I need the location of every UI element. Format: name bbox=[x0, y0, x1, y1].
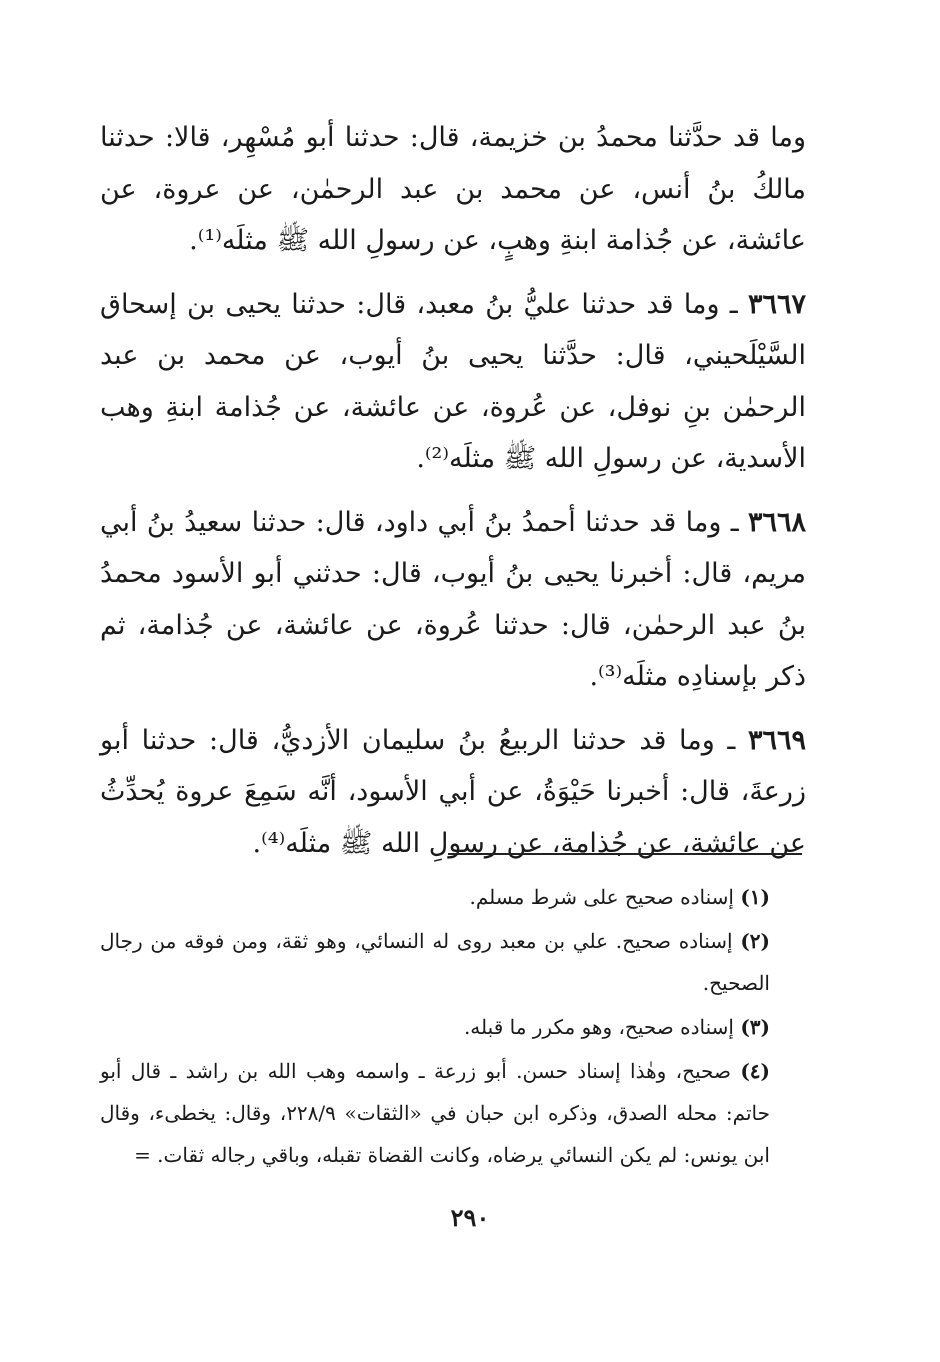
footnote-mark: (٤) bbox=[740, 1059, 771, 1083]
paragraph-text: ـ وما قد حدثنا عليُّ بنُ معبد، قال: حدثنا يحيى بن إسحاق السَّيْلَحيني، قال: حدَّثنا يحيى بنُ أيوب، عن محمد بن عبد الرحمٰن بنِ نوفل، عن عُروة، عن عائشة، عن جُذامة ابنةِ وهب الأسدية، عن رسولِ الله ﷺ مثلَه⁽²⁾. bbox=[100, 288, 806, 474]
footnote-2 bbox=[100, 920, 808, 1004]
paragraph-3669 bbox=[100, 715, 806, 870]
paragraph-3668 bbox=[100, 497, 806, 703]
footnote-text: إسناده صحيح. علي بن معبد روى له النسائي، وهو ثقة، ومن فوقه من رجال الصحيح. bbox=[100, 929, 770, 995]
main-text bbox=[100, 112, 806, 881]
paragraph-text: ـ وما قد حدثنا الربيعُ بنُ سليمان الأزديُّ، قال: حدثنا أبو زرعةَ، قال: أخبرنا حَيْوَةُ، عن أبي الأسود، أنَّه سَمِعَ عروة يُحدِّثُ عن عائشة، عن جُذامة، عن رسولِ الله ﷺ مثلَه⁽⁴⁾. bbox=[100, 724, 806, 859]
paragraph-text: ـ وما قد حدثنا أحمدُ بنُ أبي داود، قال: حدثنا سعيدُ بنُ أبي مريم، قال: أخبرنا يحيى بنُ أيوب، قال: حدثني أبو الأسود محمدُ بنُ عبد الرحمٰن، قال: حدثنا عُروة، عن عائشة، عن جُذامة، ثم ذكر بإسنادِه مثلَه⁽³⁾. bbox=[100, 506, 806, 692]
hadith-number: ٣٦٦٩ bbox=[747, 724, 806, 756]
footnotes bbox=[100, 876, 808, 1178]
paragraph-3667 bbox=[100, 279, 806, 485]
hadith-number: ٣٦٦٧ bbox=[747, 288, 806, 320]
footnote-1 bbox=[100, 876, 808, 918]
footnote-4 bbox=[100, 1050, 808, 1176]
footnote-divider bbox=[448, 853, 802, 855]
footnote-text: صحيح، وهٰذا إسناد حسن. أبو زرعة ـ واسمه وهب الله بن راشد ـ قال أبو حاتم: محله الصدق، وذكره ابن حبان في «الثقات» ٢٢٨/٩، وقال: يخطىء، وقال ابن يونس: لم يكن النسائي يرضاه، وكانت القضاة تقبله، وباقي رجاله ثقات. = bbox=[100, 1059, 770, 1167]
footnote-text: إسناده صحيح على شرط مسلم. bbox=[469, 885, 734, 909]
footnote-mark: (٣) bbox=[740, 1015, 770, 1039]
paragraph-intro bbox=[100, 112, 806, 267]
page-number: ٢٩٠ bbox=[450, 1203, 490, 1232]
paragraph-text: وما قد حدَّثنا محمدُ بن خزيمة، قال: حدثنا أبو مُسْهِر، قالا: حدثنا مالكُ بنُ أنس، عن محمد بن عبد الرحمٰن، عن عروة، عن عائشة، عن جُذامة ابنةِ وهبٍ، عن رسولِ الله ﷺ مثلَه⁽¹⁾. bbox=[100, 122, 806, 256]
footnote-mark: (١) bbox=[740, 885, 770, 909]
footnote-text: إسناده صحيح، وهو مكرر ما قبله. bbox=[463, 1015, 734, 1039]
hadith-number: ٣٦٦٨ bbox=[747, 506, 806, 538]
footnote-3 bbox=[100, 1006, 808, 1048]
footnote-mark: (٢) bbox=[740, 929, 771, 953]
